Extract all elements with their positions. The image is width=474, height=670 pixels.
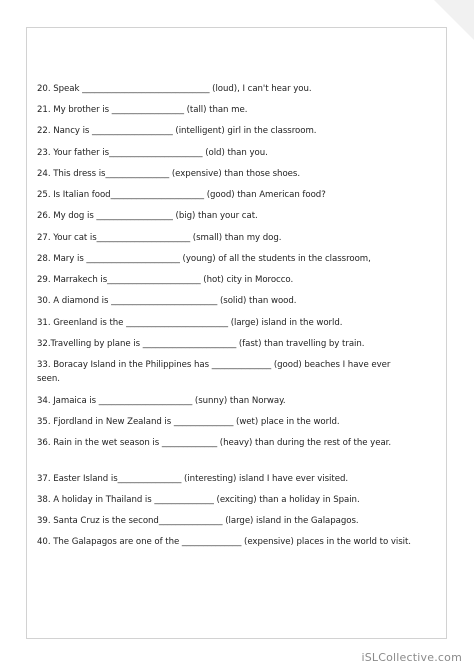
exercise-item-27: 27. Your cat is______________________ (small) than my dog. [37, 233, 282, 243]
exercise-item-39: 39. Santa Cruz is the second_______________ (large) island in the Galapagos. [37, 516, 359, 526]
exercise-item-40: 40. The Galapagos are one of the ______________ (expensive) places in the world to visit. [37, 537, 411, 547]
exercise-item-35: 35. Fjordland in New Zealand is ______________ (wet) place in the world. [37, 417, 340, 427]
exercise-item-22: 22. Nancy is ___________________ (intelligent) girl in the classroom. [37, 126, 317, 136]
exercise-item-34: 34. Jamaica is ______________________ (sunny) than Norway. [37, 396, 286, 406]
exercise-item-38: 38. A holiday in Thailand is ______________ (exciting) than a holiday in Spain. [37, 495, 360, 505]
exercise-item-20: 20. Speak ______________________________ (loud), I can't hear you. [37, 84, 312, 94]
exercise-item-30: 30. A diamond is _________________________ (solid) than wood. [37, 296, 297, 306]
site-watermark: iSLCollective.com [361, 651, 462, 664]
exercise-item-32: 32.Travelling by plane is ______________________ (fast) than travelling by train. [37, 339, 365, 349]
exercise-item-29: 29. Marrakech is______________________ (hot) city in Morocco. [37, 275, 294, 285]
exercise-item-25: 25. Is Italian food______________________ (good) than American food? [37, 190, 326, 200]
exercise-item-28: 28. Mary is ______________________ (young) of all the students in the classroom, [37, 254, 371, 264]
exercise-item-37: 37. Easter Island is_______________ (interesting) island I have ever visited. [37, 474, 349, 484]
exercise-item-26: 26. My dog is __________________ (big) than your cat. [37, 211, 258, 221]
exercise-item-36: 36. Rain in the wet season is _____________ (heavy) than during the rest of the year. [37, 438, 392, 448]
exercise-item-24: 24. This dress is_______________ (expensive) than those shoes. [37, 169, 301, 179]
exercise-item-31: 31. Greenland is the ________________________ (large) island in the world. [37, 318, 343, 328]
exercise-item-33: 33. Boracay Island in the Philippines has ______________ (good) beaches I have ever seen. [37, 360, 391, 384]
exercise-item-21: 21. My brother is _________________ (tall) than me. [37, 105, 248, 115]
exercise-item-23: 23. Your father is______________________ (old) than you. [37, 148, 268, 158]
